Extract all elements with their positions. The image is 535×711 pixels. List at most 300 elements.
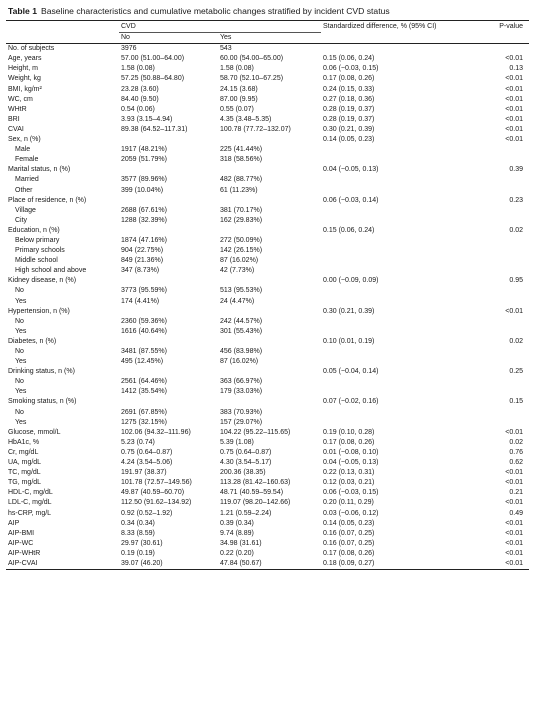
cell-std-diff: 0.04 (−0.05, 0.13)	[323, 166, 379, 174]
cell-no: 0.19 (0.19)	[121, 549, 155, 557]
row-label: Education, n (%)	[8, 226, 60, 234]
cell-yes: 119.07 (98.20–142.66)	[220, 499, 291, 507]
row-label: UA, mg/dL	[8, 459, 42, 467]
cell-p-value	[481, 216, 529, 226]
cell-yes	[218, 226, 321, 236]
cell-no: 347 (8.73%)	[121, 267, 160, 275]
cell-p-value	[481, 357, 529, 367]
cell-p-value	[481, 186, 529, 196]
cell-no	[119, 367, 218, 377]
cell-std-diff	[321, 216, 481, 226]
row-label: Yes	[15, 297, 27, 305]
cell-no: 849 (21.36%)	[121, 257, 164, 265]
table-row	[6, 54, 529, 64]
cell-no: 191.97 (38.37)	[121, 469, 167, 477]
cell-no	[119, 135, 218, 145]
cell-no: 904 (22.75%)	[121, 247, 164, 255]
cell-no: 0.92 (0.52–1.92)	[121, 509, 173, 517]
cell-p-value: <0.01	[505, 307, 523, 315]
header-cvd: CVD	[119, 21, 321, 33]
cell-std-diff	[321, 418, 481, 428]
cell-std-diff	[321, 266, 481, 276]
table-row	[6, 428, 529, 438]
table-row	[6, 105, 529, 115]
row-label: Height, m	[8, 65, 38, 73]
table-row	[6, 357, 529, 367]
cell-no: 8.33 (8.59)	[121, 529, 155, 537]
cell-no: 399 (10.04%)	[121, 186, 164, 194]
cell-p-value: <0.01	[505, 469, 523, 477]
cell-yes	[218, 196, 321, 206]
row-label: Below primary	[15, 236, 60, 244]
cell-no: 89.38 (64.52–117.31)	[121, 125, 188, 133]
table-row	[6, 165, 529, 175]
cell-p-value: 0.02	[509, 226, 523, 234]
cell-no: 84.40 (9.50)	[121, 95, 159, 103]
row-label: Glucose, mmol/L	[8, 428, 61, 436]
cell-no: 2688 (67.61%)	[121, 206, 167, 214]
cell-no: 4.24 (3.54–5.06)	[121, 459, 173, 467]
cell-yes: 87 (16.02%)	[220, 257, 259, 265]
cell-yes: 162 (29.83%)	[220, 216, 263, 224]
cell-p-value: <0.01	[505, 136, 523, 144]
cell-p-value: 0.15	[509, 398, 523, 406]
cell-yes: 24 (4.47%)	[220, 297, 255, 305]
row-label: AIP-WC	[8, 539, 34, 547]
cell-yes: 1.21 (0.59–2.24)	[220, 509, 272, 517]
header-empty	[6, 21, 119, 33]
table-row	[6, 266, 529, 276]
cell-p-value: <0.01	[505, 428, 523, 436]
row-label: No	[15, 287, 24, 295]
cell-no: 1275 (32.15%)	[121, 418, 167, 426]
cell-no: 102.06 (94.32–111.96)	[121, 428, 191, 436]
cell-no: 3577 (89.96%)	[121, 176, 167, 184]
cell-yes: 200.36 (38.35)	[220, 469, 266, 477]
cell-yes	[218, 307, 321, 317]
row-label: City	[15, 216, 28, 224]
table-row	[6, 468, 529, 478]
cell-p-value	[481, 317, 529, 327]
cell-yes: 0.55 (0.07)	[220, 105, 254, 113]
table-row	[6, 307, 529, 317]
row-label: Cr, mg/dL	[8, 448, 39, 456]
cell-std-diff	[321, 145, 481, 155]
cell-std-diff	[321, 377, 481, 387]
table-row	[6, 387, 529, 397]
cell-yes: 60.00 (54.00–65.00)	[220, 55, 284, 63]
row-label: AIP	[8, 519, 20, 527]
table-row	[6, 256, 529, 266]
cell-yes: 87.00 (9.95)	[220, 95, 258, 103]
cell-yes	[218, 397, 321, 407]
cell-yes: 272 (50.09%)	[220, 236, 263, 244]
cell-std-diff: 0.06 (−0.03, 0.14)	[323, 196, 379, 204]
cell-std-diff	[321, 408, 481, 418]
cell-no: 23.28 (3.60)	[121, 85, 159, 93]
cell-yes: 24.15 (3.68)	[220, 85, 258, 93]
table-row	[6, 337, 529, 347]
cell-p-value: 0.25	[509, 368, 523, 376]
cell-no: 1917 (48.21%)	[121, 146, 167, 154]
cell-p-value	[481, 408, 529, 418]
row-label: LDL-C, mg/dL	[8, 499, 52, 507]
cell-std-diff	[321, 44, 481, 55]
cell-p-value: 0.21	[509, 489, 523, 497]
table-row	[6, 347, 529, 357]
cell-std-diff: 0.01 (−0.08, 0.10)	[323, 448, 379, 456]
row-label: No	[15, 378, 24, 386]
cell-no: 0.75 (0.64–0.87)	[121, 448, 173, 456]
table-row	[6, 488, 529, 498]
cell-std-diff: 0.06 (−0.03, 0.15)	[323, 489, 379, 497]
cell-yes	[218, 276, 321, 286]
cell-std-diff: 0.18 (0.09, 0.27)	[321, 559, 481, 570]
table-row	[6, 498, 529, 508]
table-row	[6, 297, 529, 307]
cell-no	[119, 337, 218, 347]
table-title: Baseline characteristics and cumulative metabolic changes stratified by incident CVD status	[40, 6, 390, 16]
cell-no: 112.50 (91.62–134.92)	[121, 499, 192, 507]
table-row	[6, 206, 529, 216]
cell-p-value: 0.39	[509, 166, 523, 174]
cell-p-value	[481, 44, 529, 55]
cell-yes	[218, 337, 321, 347]
cell-no: 1874 (47.16%)	[121, 236, 167, 244]
table-row	[6, 317, 529, 327]
cell-p-value: 0.49	[509, 509, 523, 517]
table-row	[6, 448, 529, 458]
row-label: Drinking status, n (%)	[8, 368, 75, 376]
table-caption	[8, 6, 529, 17]
cell-std-diff	[321, 387, 481, 397]
cell-yes: 157 (29.07%)	[220, 418, 263, 426]
row-label: Yes	[15, 358, 27, 366]
row-label: WC, cm	[8, 95, 33, 103]
cell-std-diff	[321, 155, 481, 165]
cell-no: 1288 (32.39%)	[121, 216, 167, 224]
table-row	[6, 509, 529, 519]
row-label: No	[15, 317, 24, 325]
row-label: Primary schools	[15, 247, 65, 255]
cell-no: 5.23 (0.74)	[121, 438, 155, 446]
table-row	[6, 226, 529, 236]
table-row	[6, 519, 529, 529]
cell-std-diff: 0.04 (−0.05, 0.13)	[323, 459, 379, 467]
table-row	[6, 85, 529, 95]
table-row	[6, 276, 529, 286]
cell-std-diff: 0.19 (0.10, 0.28)	[323, 428, 375, 436]
table-row	[6, 155, 529, 165]
row-label: TG, mg/dL	[8, 479, 42, 487]
cell-std-diff	[321, 357, 481, 367]
row-label: AIP-BMI	[8, 529, 35, 537]
cell-no	[119, 196, 218, 206]
cell-std-diff: 0.12 (0.03, 0.21)	[323, 479, 375, 487]
table-row	[6, 115, 529, 125]
row-label: Sex, n (%)	[8, 136, 41, 144]
cell-yes	[218, 135, 321, 145]
cell-p-value	[481, 256, 529, 266]
cell-p-value	[481, 236, 529, 246]
cell-no	[119, 165, 218, 175]
cell-yes: 104.22 (95.22–115.65)	[220, 428, 291, 436]
cell-yes: 4.35 (3.48–5.35)	[220, 115, 272, 123]
header-row-2	[6, 33, 529, 44]
cell-p-value: 0.95	[509, 277, 523, 285]
cell-p-value: <0.01	[505, 115, 523, 123]
cell-no: 3773 (95.59%)	[121, 287, 167, 295]
cell-p-value: <0.01	[505, 75, 523, 83]
cell-yes: 179 (33.03%)	[220, 388, 263, 396]
cell-p-value: 0.02	[509, 337, 523, 345]
cell-yes: 5.39 (1.08)	[220, 438, 254, 446]
cell-yes: 61 (11.23%)	[220, 186, 258, 194]
table-row	[6, 125, 529, 135]
row-label: High school and above	[15, 267, 87, 275]
row-label: Other	[15, 186, 33, 194]
table-row	[6, 539, 529, 549]
cell-std-diff	[321, 347, 481, 357]
cell-no: 57.25 (50.88–64.80)	[121, 75, 185, 83]
table-row	[6, 246, 529, 256]
cell-p-value: 0.76	[509, 448, 523, 456]
cell-p-value	[481, 327, 529, 337]
cell-std-diff	[321, 175, 481, 185]
row-label: Yes	[15, 418, 27, 426]
row-label: No	[15, 408, 24, 416]
cell-no: 57.00 (51.00–64.00)	[121, 55, 185, 63]
header-std-diff: Standardized difference, % (95% CI)	[321, 21, 481, 33]
cell-yes	[218, 165, 321, 175]
cell-yes: 142 (26.15%)	[220, 247, 263, 255]
cell-yes: 383 (70.93%)	[220, 408, 263, 416]
table-row	[6, 418, 529, 428]
table-row	[6, 408, 529, 418]
cell-p-value: 0.13	[509, 65, 523, 73]
row-label: Female	[15, 156, 39, 164]
cell-p-value: <0.01	[505, 539, 523, 547]
table-row	[6, 458, 529, 468]
row-label: Hypertension, n (%)	[8, 307, 70, 315]
cell-yes: 318 (58.56%)	[220, 156, 263, 164]
row-label: CVAI	[8, 125, 24, 133]
cell-yes	[218, 367, 321, 377]
cell-p-value: <0.01	[505, 85, 523, 93]
cell-p-value: <0.01	[505, 125, 523, 133]
table-body	[6, 44, 529, 570]
cell-no: 101.78 (72.57–149.56)	[121, 479, 192, 487]
cell-std-diff	[321, 286, 481, 296]
cell-std-diff: 0.28 (0.19, 0.37)	[323, 115, 375, 123]
cell-std-diff: 0.17 (0.08, 0.26)	[323, 438, 375, 446]
row-label: Weight, kg	[8, 75, 41, 83]
table-row	[6, 236, 529, 246]
row-label: HbA1c, %	[8, 438, 40, 446]
row-label: Smoking status, n (%)	[8, 398, 77, 406]
row-label: Married	[15, 176, 39, 184]
cell-yes: 87 (16.02%)	[220, 358, 259, 366]
cell-no: 2561 (64.46%)	[121, 378, 167, 386]
cell-p-value: <0.01	[481, 559, 529, 570]
cell-p-value	[481, 387, 529, 397]
cell-yes: 58.70 (52.10–67.25)	[220, 75, 284, 83]
cell-std-diff	[321, 297, 481, 307]
cell-std-diff	[321, 246, 481, 256]
cell-std-diff: 0.00 (−0.09, 0.09)	[323, 277, 379, 285]
cell-std-diff: 0.14 (0.05, 0.23)	[323, 519, 375, 527]
cell-std-diff: 0.07 (−0.02, 0.16)	[323, 398, 379, 406]
table-row	[6, 438, 529, 448]
row-label: Male	[15, 146, 31, 154]
cell-std-diff	[321, 256, 481, 266]
table-row	[6, 377, 529, 387]
cell-std-diff	[321, 317, 481, 327]
cell-yes: 543	[220, 45, 232, 53]
cell-yes: 100.78 (77.72–132.07)	[220, 125, 291, 133]
table-row	[6, 64, 529, 74]
cell-std-diff: 0.27 (0.18, 0.36)	[323, 95, 375, 103]
cell-p-value	[481, 266, 529, 276]
cell-p-value: <0.01	[505, 519, 523, 527]
cell-std-diff: 0.17 (0.08, 0.26)	[323, 549, 375, 557]
cell-std-diff: 0.05 (−0.04, 0.14)	[323, 368, 379, 376]
cell-p-value: <0.01	[505, 105, 523, 113]
row-label: Diabetes, n (%)	[8, 337, 57, 345]
baseline-table	[6, 20, 529, 570]
cell-no: 3.93 (3.15–4.94)	[121, 115, 173, 123]
cell-std-diff: 0.03 (−0.06, 0.12)	[323, 509, 379, 517]
table-row	[6, 286, 529, 296]
cell-p-value	[481, 347, 529, 357]
cell-yes: 242 (44.57%)	[220, 317, 263, 325]
header-empty-2	[6, 33, 119, 44]
cell-p-value: <0.01	[505, 499, 523, 507]
cell-no: 174 (4.41%)	[121, 297, 160, 305]
table-header	[6, 21, 529, 44]
cell-yes: 225 (41.44%)	[220, 146, 263, 154]
cell-yes: 381 (70.17%)	[220, 206, 263, 214]
cell-no: 49.87 (40.59–60.70)	[121, 489, 185, 497]
cell-no: 1616 (40.64%)	[121, 327, 167, 335]
table-row	[6, 175, 529, 185]
table-row	[6, 216, 529, 226]
table-row	[6, 367, 529, 377]
header-p-value: P-value	[481, 21, 529, 33]
cell-p-value	[481, 155, 529, 165]
table-row	[6, 74, 529, 84]
cell-yes: 113.28 (81.42–160.63)	[220, 479, 291, 487]
cell-std-diff: 0.10 (0.01, 0.19)	[323, 337, 375, 345]
cell-p-value: <0.01	[505, 549, 523, 557]
cell-p-value	[481, 175, 529, 185]
cell-std-diff	[321, 206, 481, 216]
cell-yes: 0.22 (0.20)	[220, 549, 254, 557]
row-label: Yes	[15, 327, 27, 335]
row-label: Yes	[15, 388, 27, 396]
cell-p-value	[481, 418, 529, 428]
row-label: Village	[15, 206, 36, 214]
row-label: No	[15, 348, 24, 355]
cell-yes: 301 (55.43%)	[220, 327, 263, 335]
cell-no: 3481 (87.55%)	[121, 348, 167, 355]
cell-yes: 48.71 (40.59–59.54)	[220, 489, 284, 497]
row-label: Marital status, n (%)	[8, 166, 71, 174]
cell-p-value	[481, 377, 529, 387]
cell-yes: 0.75 (0.64–0.87)	[220, 448, 272, 456]
cell-yes: 513 (95.53%)	[220, 287, 263, 295]
cell-std-diff: 0.17 (0.08, 0.26)	[323, 75, 375, 83]
row-label: hs-CRP, mg/L	[8, 509, 52, 517]
cell-no: 3976	[121, 45, 137, 53]
cell-no: 495 (12.45%)	[121, 358, 164, 366]
row-label: Kidney disease, n (%)	[8, 277, 77, 285]
table-row	[6, 549, 529, 559]
cell-no: 0.54 (0.06)	[121, 105, 155, 113]
cell-p-value: <0.01	[505, 95, 523, 103]
header-yes: Yes	[218, 33, 321, 44]
cell-yes: 9.74 (8.89)	[220, 529, 254, 537]
table-row	[6, 559, 529, 570]
cell-std-diff: 0.06 (−0.03, 0.15)	[323, 65, 379, 73]
cell-p-value	[481, 297, 529, 307]
row-label: AIP-WHtR	[8, 549, 41, 557]
header-no: No	[119, 33, 218, 44]
cell-std-diff: 0.28 (0.19, 0.37)	[323, 105, 375, 113]
cell-std-diff: 0.24 (0.15, 0.33)	[323, 85, 375, 93]
cell-std-diff: 0.30 (0.21, 0.39)	[323, 125, 375, 133]
row-label: BMI, kg/m²	[8, 85, 42, 93]
cell-yes: 0.39 (0.34)	[220, 519, 254, 527]
cell-no	[119, 397, 218, 407]
row-label: AIP-CVAI	[6, 559, 119, 570]
row-label: No. of subjects	[8, 45, 55, 53]
table-row	[6, 529, 529, 539]
table-row	[6, 186, 529, 196]
table-label: Table 1	[8, 6, 37, 16]
cell-std-diff	[321, 186, 481, 196]
cell-no	[119, 276, 218, 286]
cell-no	[119, 226, 218, 236]
table-row	[6, 135, 529, 145]
row-label: Place of residence, n (%)	[8, 196, 87, 204]
cell-p-value: <0.01	[505, 529, 523, 537]
cell-std-diff: 0.16 (0.07, 0.25)	[323, 529, 375, 537]
cell-std-diff: 0.20 (0.11, 0.29)	[323, 499, 374, 507]
cell-std-diff: 0.14 (0.05, 0.23)	[323, 136, 375, 144]
table-row	[6, 196, 529, 206]
cell-p-value	[481, 246, 529, 256]
cell-yes: 34.98 (31.61)	[220, 539, 262, 547]
cell-no	[119, 307, 218, 317]
table-row	[6, 327, 529, 337]
row-label: WHtR	[8, 105, 27, 113]
cell-no: 39.07 (46.20)	[119, 559, 218, 570]
row-label: Middle school	[15, 257, 58, 265]
table-row	[6, 44, 529, 55]
cell-no: 2059 (51.79%)	[121, 156, 167, 164]
cell-yes: 456 (83.98%)	[220, 348, 263, 355]
cell-no: 29.97 (30.61)	[121, 539, 163, 547]
cell-p-value: 0.02	[509, 438, 523, 446]
cell-p-value	[481, 286, 529, 296]
row-label: BRI	[8, 115, 20, 123]
row-label: HDL-C, mg/dL	[8, 489, 53, 497]
cell-std-diff	[321, 236, 481, 246]
cell-std-diff: 0.15 (0.06, 0.24)	[323, 226, 375, 234]
table-row	[6, 95, 529, 105]
cell-p-value	[481, 206, 529, 216]
